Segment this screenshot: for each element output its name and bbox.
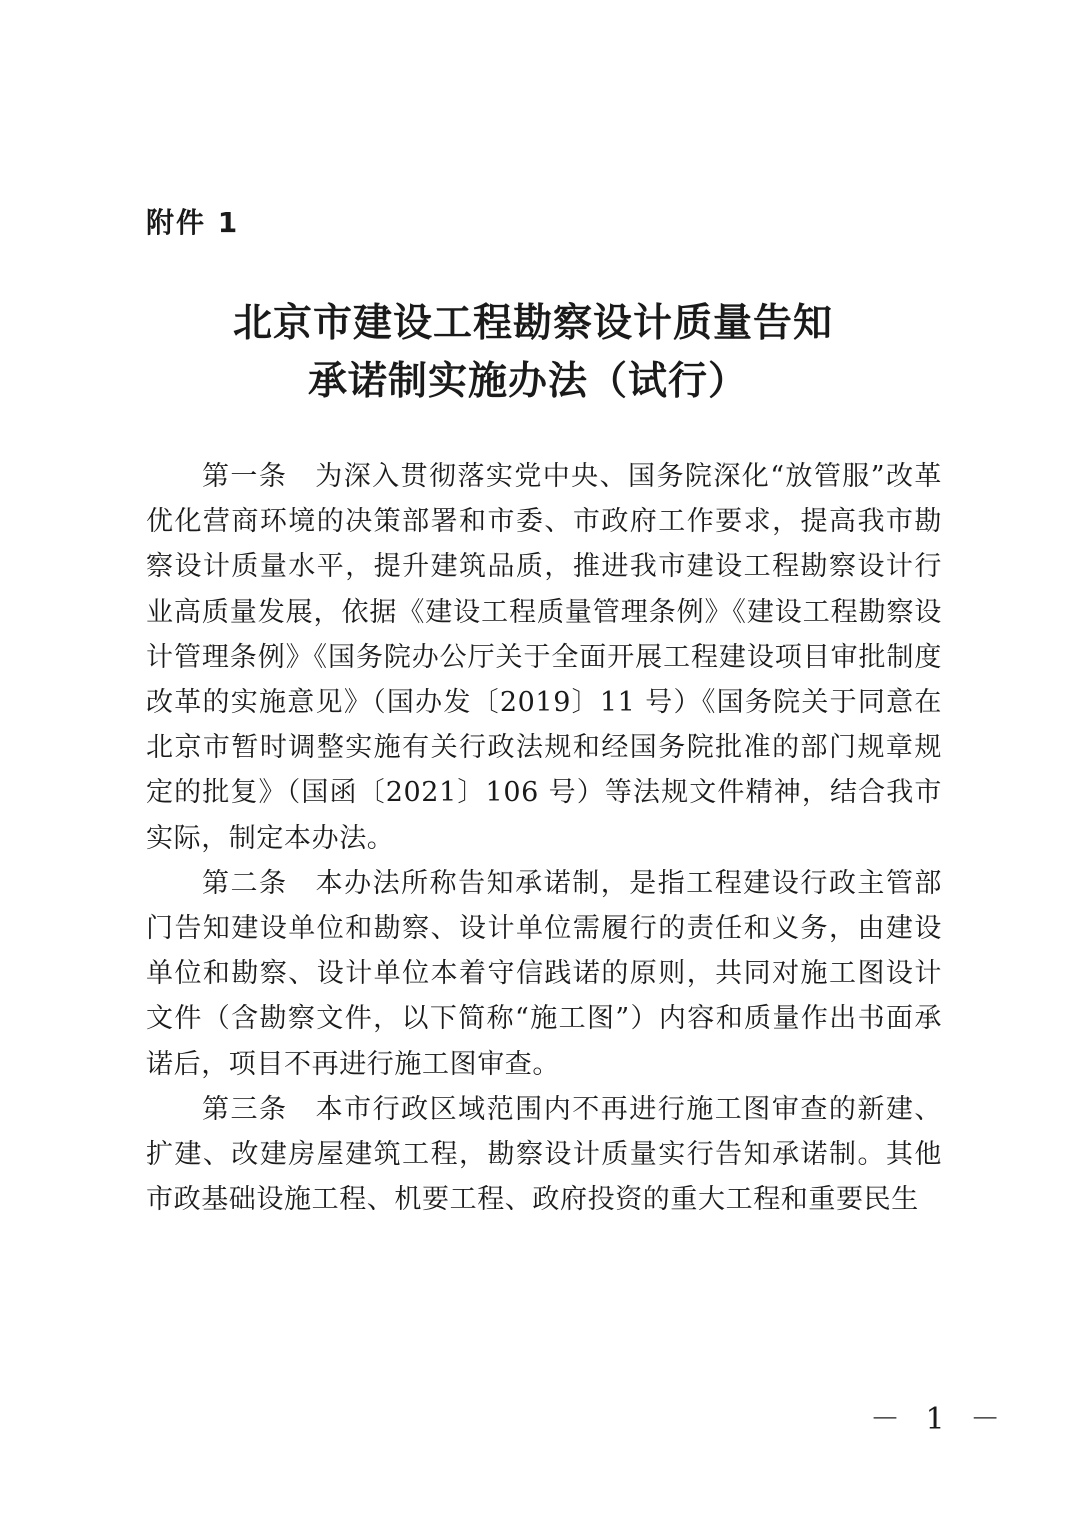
article-2-number: 第二条 <box>202 867 288 899</box>
title-line-1: 北京市建设工程勘察设计质量告知 <box>232 300 833 346</box>
article-1-number: 第一条 <box>202 461 288 492</box>
document-title <box>0 294 1080 410</box>
article-3-number: 第三条 <box>202 1093 288 1125</box>
page-number: － 1 － <box>870 1402 1009 1437</box>
article-2-text: 本办法所称告知承诺制，是指工程建设行政主管部门告知建设单位和勘察、设计单位需履行的责任和义务，由建设单位和勘察、设计单位本着守信践诺的原则，共同对施工图设计文件（含勘察文件，以下简称“施工图”）内容和质量作出书面承诺后，项目不再进行施工图审查。 <box>146 867 942 1080</box>
attachment-label: 附件 1 <box>146 206 240 239</box>
title-line-2: 承诺制实施办法（试行） <box>307 358 748 404</box>
article-1 <box>146 454 942 861</box>
article-2 <box>146 861 942 1087</box>
article-3-text: 本市行政区域范围内不再进行施工图审查的新建、扩建、改建房屋建筑工程，勘察设计质量实行告知承诺制。其他市政基础设施工程、机要工程、政府投资的重大工程和重要民生 <box>146 1093 942 1216</box>
article-3 <box>146 1087 942 1223</box>
article-1-text: 为深入贯彻落实党中央、国务院深化“放管服”改革优化营商环境的决策部署和市委、市政府工作要求，提高我市勘察设计质量水平，提升建筑品质，推进我市建设工程勘察设计行业高质量发展，依据《建设工程质量管理条例》《建设工程勘察设计管理条例》《国务院办公厅关于全面开展工程建设项目审批制度改革的实施意见》（国办发〔2019〕11 号）《国务院关于同意在北京市暂时调整实施有关行政法规和经国务院批准的部门规章规定的批复》（国函〔2021〕106 号）等法规文件精神，结合我市实际，制定本办法。 <box>146 461 942 854</box>
document-body <box>146 454 942 1222</box>
